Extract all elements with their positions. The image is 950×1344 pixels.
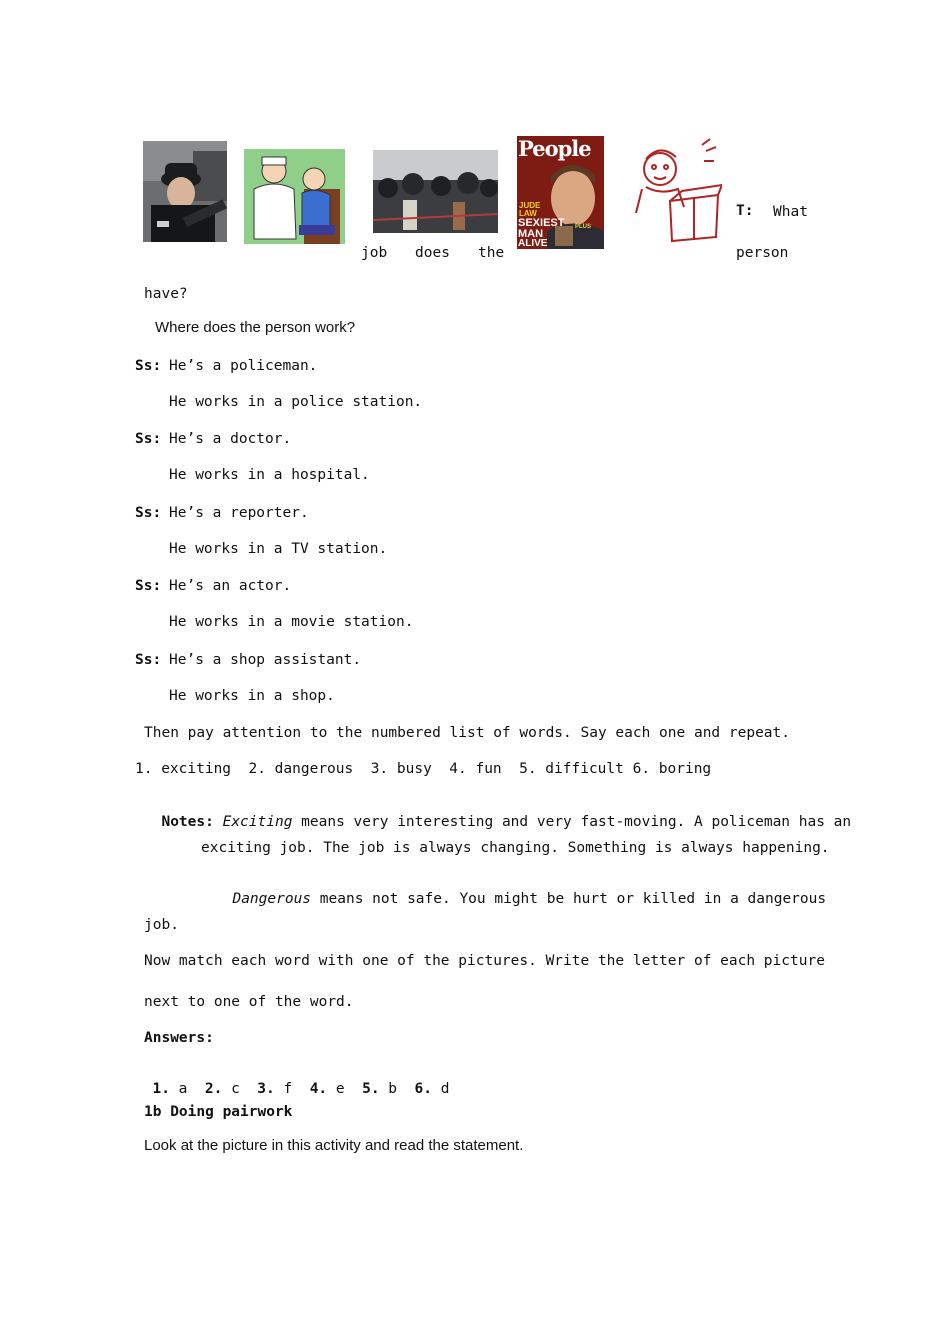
- ss-label: Ss:: [135, 652, 162, 668]
- note-term-dangerous: Dangerous: [232, 890, 312, 907]
- word-list: 1. exciting 2. dangerous 3. busy 4. fun 5. difficult 6. boring: [135, 761, 712, 777]
- answer-letter: f: [283, 1080, 293, 1097]
- teacher-word-person: person: [736, 245, 789, 261]
- dialog-line: He’s a reporter.: [169, 505, 309, 521]
- dialog-line: He works in a hospital.: [169, 467, 370, 483]
- answer-num: 1.: [152, 1080, 170, 1097]
- note-text: means very interesting and very fast-moving. A policeman has an: [292, 813, 852, 830]
- answer-letter: c: [231, 1080, 240, 1097]
- teacher-word-job: job: [361, 245, 388, 261]
- dialog-line: He’s an actor.: [169, 578, 292, 594]
- notes-line-2: exciting job. The job is always changing. Something is always happening.: [201, 840, 830, 856]
- teacher-question-2: Where does the person work?: [155, 319, 356, 336]
- teacher-word-what: What: [773, 204, 808, 220]
- teacher-word-the: the: [478, 245, 505, 261]
- answer-letter: e: [335, 1080, 345, 1097]
- ss-label: Ss:: [135, 358, 162, 374]
- answers-row: [135, 1067, 449, 1096]
- people-magazine-cover: [517, 136, 604, 249]
- magazine-masthead: People: [518, 136, 591, 161]
- dialog-line: He’s a policeman.: [169, 358, 318, 374]
- ss-label: Ss:: [135, 578, 162, 594]
- teacher-word-does: does: [415, 245, 450, 261]
- answer-num: 2.: [204, 1080, 223, 1097]
- dialog-line: He works in a shop.: [169, 688, 335, 704]
- instruction-match-2: next to one of the word.: [144, 994, 354, 1010]
- dialog-line: He works in a TV station.: [169, 541, 388, 557]
- answer-letter: d: [440, 1080, 450, 1097]
- dialog-line: He works in a movie station.: [169, 614, 414, 630]
- note-text: means not safe. You might be hurt or killed in a dangerous: [311, 890, 827, 907]
- teacher-word-have: have?: [144, 286, 188, 302]
- note-term-exciting: Exciting: [222, 813, 293, 830]
- dialog-line: He works in a police station.: [169, 394, 423, 410]
- notes-line-4: job.: [144, 917, 179, 933]
- notes-line-1: [144, 800, 851, 829]
- dialog-line: He’s a doctor.: [169, 431, 292, 447]
- notes-label: Notes:: [161, 813, 214, 830]
- answer-num: 3.: [257, 1080, 275, 1097]
- answer-letter: a: [178, 1080, 188, 1097]
- magazine-cover-line-1: JUDE: [519, 201, 541, 210]
- answer-letter: b: [388, 1080, 398, 1097]
- answers-label: Answers:: [144, 1030, 214, 1046]
- magazine-cover-line-2: LAW: [519, 209, 537, 218]
- teacher-label: T:: [736, 203, 754, 219]
- ss-label: Ss:: [135, 505, 162, 521]
- dialog-line: He’s a shop assistant.: [169, 652, 362, 668]
- shop-assistant-cartoon: [632, 137, 722, 247]
- answer-num: 4.: [309, 1080, 328, 1097]
- answer-num: 5.: [362, 1080, 380, 1097]
- section-heading-1b: 1b Doing pairwork: [144, 1104, 293, 1120]
- answer-num: 6.: [414, 1080, 432, 1097]
- reporters-photo: [373, 150, 498, 233]
- notes-line-3: [215, 877, 826, 906]
- instruction-look: Look at the picture in this activity and read the statement.: [144, 1137, 524, 1154]
- doctor-cartoon: [244, 149, 345, 244]
- magazine-cover-line-4: MAN: [518, 228, 544, 240]
- instruction-match-1: Now match each word with one of the pictures. Write the letter of each picture: [144, 953, 825, 969]
- policeman-photo: [143, 141, 227, 242]
- instruction-repeat: Then pay attention to the numbered list of words. Say each one and repeat.: [144, 725, 791, 741]
- ss-label: Ss:: [135, 431, 162, 447]
- magazine-cover-line-6: PLUS: [575, 224, 592, 230]
- magazine-cover-line-5: ALIVE: [518, 238, 548, 249]
- magazine-cover-line-3: SEXIEST: [518, 217, 565, 229]
